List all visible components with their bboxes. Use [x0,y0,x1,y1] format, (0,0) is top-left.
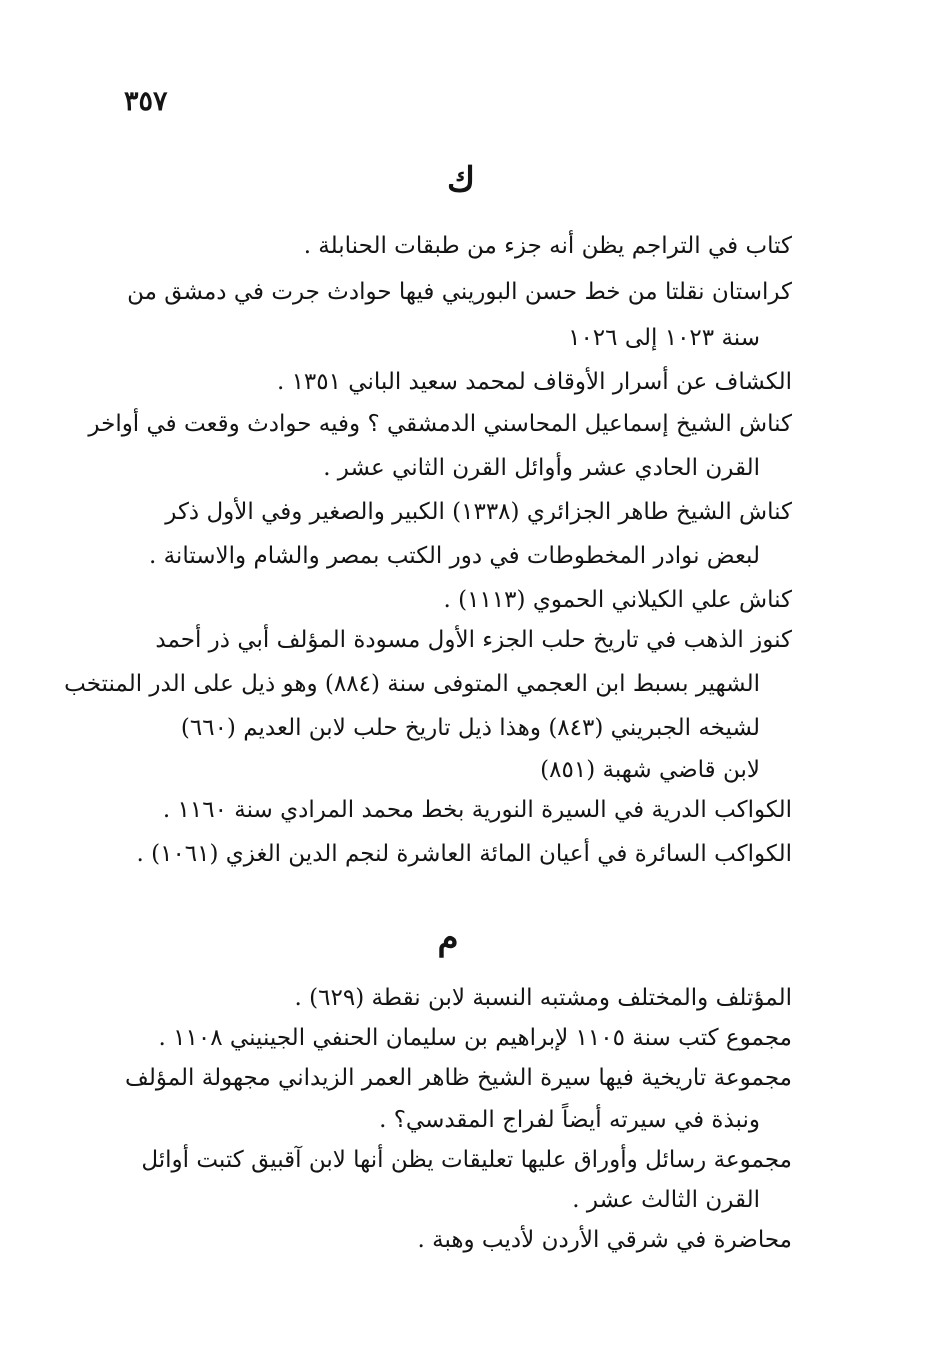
page-number: ٣٥٧ [124,86,168,117]
section-letter-mim: م [437,918,459,958]
entry-line: المؤتلف والمختلف ومشتبه النسبة لابن نقطة (٦٢٩) . [294,985,792,1011]
entry-line: كراستان نقلتا من خط حسن البوريني فيها حوادث جرت في دمشق من [127,279,792,305]
entry-line-continuation: الشهير بسبط ابن العجمي المتوفى سنة (٨٨٤) وهو ذيل على الدر المنتخب [64,671,760,697]
entry-line: مجموعة تاريخية فيها سيرة الشيخ ظاهر العمر الزيداني مجهولة المؤلف [125,1065,792,1091]
entry-line: كتاب في التراجم يظن أنه جزء من طبقات الحنابلة . [303,233,792,259]
entry-line-continuation: سنة ١٠٢٣ إلى ١٠٢٦ [568,325,760,351]
entry-line: كنوز الذهب في تاريخ حلب الجزء الأول مسودة المؤلف أبي ذر أحمد [155,627,792,653]
entry-line: الكشاف عن أسرار الأوقاف لمحمد سعيد الباني ١٣٥١ . [276,369,792,395]
entry-line: الكواكب السائرة في أعيان المائة العاشرة لنجم الدين الغزي (١٠٦١) . [136,841,792,867]
entry-line-continuation: القرن الحادي عشر وأوائل القرن الثاني عشر . [323,455,760,481]
entry-line: محاضرة في شرقي الأردن لأديب وهبة . [417,1227,792,1253]
entry-line-continuation: القرن الثالث عشر . [572,1187,760,1213]
entry-line: الكواكب الدرية في السيرة النورية بخط محمد المرادي سنة ١١٦٠ . [162,797,792,823]
entry-line: كناش الشيخ طاهر الجزائري (١٣٣٨) الكبير والصغير وفي الأول ذكر [165,499,792,525]
entry-line-continuation: لابن قاضي شهبة (٨٥١) [540,757,760,783]
section-letter-kaf: ك [446,160,476,200]
entry-line: مجموعة رسائل وأوراق عليها تعليقات يظن أنها لابن آقبيق كتبت أوائل [141,1147,792,1173]
entry-line-continuation: ونبذة في سيرته أيضاً لفراج المقدسي؟ . [379,1107,760,1133]
entry-line: مجموع كتب سنة ١١٠٥ لإبراهيم بن سليمان الحنفي الجينيني ١١٠٨ . [158,1025,792,1051]
entry-line-continuation: لبعض نوادر المخطوطات في دور الكتب بمصر والشام والاستانة . [148,543,760,569]
entry-line-continuation: لشيخه الجبريني (٨٤٣) وهذا ذيل تاريخ حلب لابن العديم (٦٦٠) [180,715,760,741]
entry-line: كناش علي الكيلاني الحموي (١١١٣) . [443,587,792,613]
entry-line: كناش الشيخ إسماعيل المحاسني الدمشقي ؟ وفيه حوادث وقعت في أواخر [88,411,792,437]
